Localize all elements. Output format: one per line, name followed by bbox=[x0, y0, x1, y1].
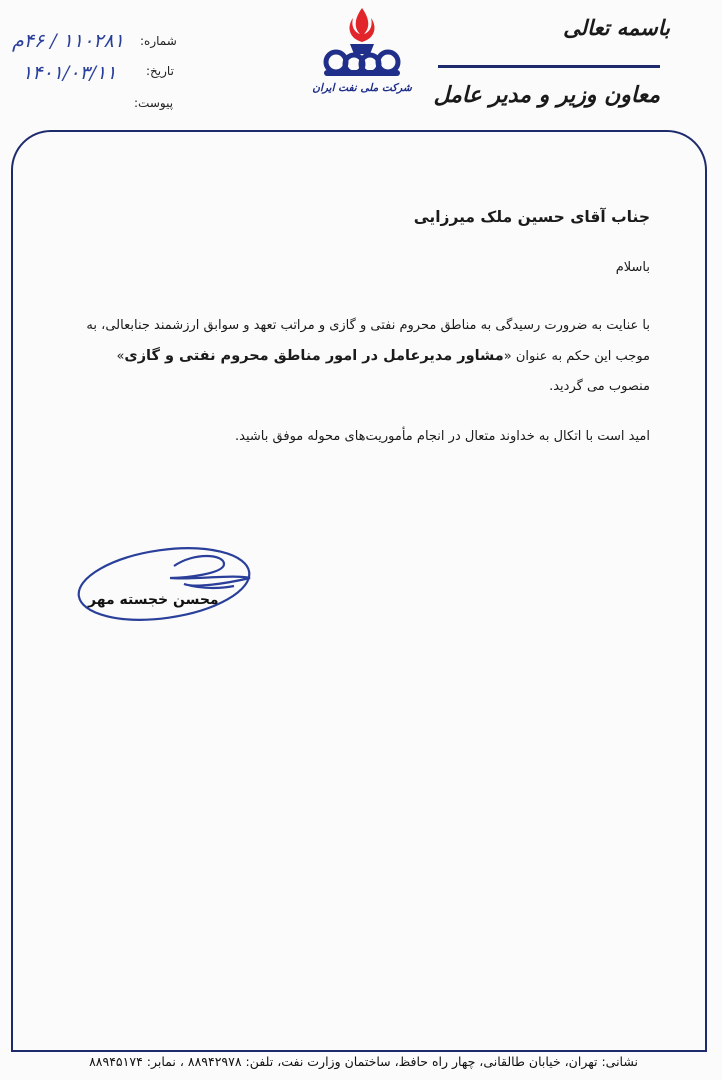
logo-caption: شرکت ملی نفت ایران bbox=[312, 82, 412, 94]
closing-paragraph: امید است با اتکال به خداوند متعال در انجام مأموریت‌های محوله موفق باشید. bbox=[235, 429, 650, 444]
signature-mark-icon bbox=[74, 544, 258, 628]
date-label: تاریخ: bbox=[146, 64, 174, 78]
number-value: ١١٠٢٨١ / ۴۶م bbox=[12, 30, 124, 52]
signature-scribble bbox=[74, 544, 258, 632]
signer-name: محسن خجسته مهر bbox=[88, 592, 219, 608]
attachment-label: پیوست: bbox=[134, 96, 174, 110]
number-label: شماره: bbox=[140, 34, 177, 48]
header-divider bbox=[438, 65, 660, 68]
nioc-logo bbox=[312, 4, 412, 104]
office-title: معاون وزیر و مدیر عامل bbox=[433, 83, 660, 108]
paragraph-text-end: » منصوب می گردید. bbox=[116, 349, 650, 394]
recipient-line: جناب آقای حسین ملک میرزایی bbox=[413, 208, 650, 226]
appointment-paragraph bbox=[74, 311, 650, 402]
greeting: باسلام bbox=[615, 260, 650, 275]
footer-address: نشانی: تهران، خیابان طالقانی، چهار راه حافظ، ساختمان وزارت نفت، تلفن: ٨٨٩۴٢٩٧٨ ، نمابر: ٨٨٩۴۵١٧۴ bbox=[89, 1054, 638, 1069]
date-value: ١۴٠١/٠٣/١١ bbox=[22, 62, 117, 84]
appointment-title: مشاور مدیرعامل در امور مناطق محروم نفتی و گازی bbox=[124, 348, 504, 364]
letter-body bbox=[74, 208, 650, 472]
footer-divider bbox=[11, 1050, 707, 1052]
invocation-heading: باسمه تعالی bbox=[563, 16, 670, 40]
paragraph-text: با عنایت به ضرورت رسیدگی به مناطق محروم نفتی و گازی و مراتب تعهد و سوابق ارزشمند جنابعالی، به موجب این حکم به عنوان « bbox=[86, 318, 650, 364]
